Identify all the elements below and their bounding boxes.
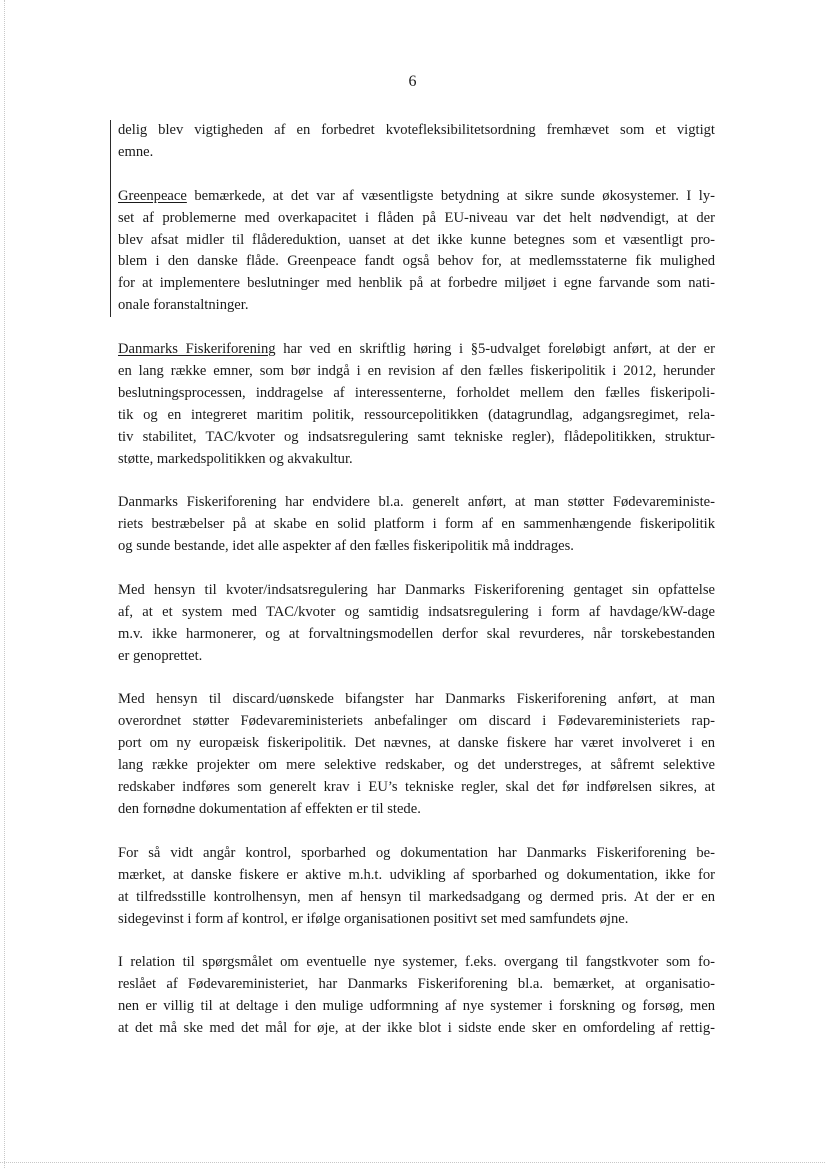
text-line: emne. [118, 143, 154, 160]
paragraph-nye-systemer [118, 952, 715, 1040]
org-name-greenpeace: Greenpeace [118, 187, 187, 204]
org-name-danmarks-fiskeriforening: Danmarks Fiskeriforening [118, 341, 276, 358]
scan-edge-left [4, 0, 5, 1168]
text-line: sidegevinst i form af kontrol, er ifølge organisationen positivt set med samfundets øjne. [118, 910, 629, 927]
text-line: I relation til spørgsmålet om eventuelle nye systemer, f.eks. overgang til fangstkvoter som fo- [118, 954, 715, 971]
text-line: For så vidt angår kontrol, sporbarhed og dokumentation har Danmarks Fiskeriforening be- [118, 844, 715, 861]
text-line: nen er villig til at deltage i den mulige udformning af nye systemer i forskning og forsøg, men [118, 998, 715, 1015]
text-line: støtte, markedspolitikken og akvakultur. [118, 450, 353, 467]
paragraph-dk-fiskeriforening-hoering [118, 339, 715, 470]
paragraph-discard [118, 689, 715, 820]
text-line: onale foranstaltninger. [118, 297, 249, 314]
text-line: Med hensyn til kvoter/indsatsregulering har Danmarks Fiskeriforening gentaget sin opfattelse [118, 581, 715, 598]
text-line: riets bestræbelser på at skabe en solid platform i form af en sammenhængende fiskeripolitik [118, 516, 715, 533]
page-number: 6 [408, 73, 417, 90]
text-line: overordnet støtter Fødevareministeriets anbefalinger om discard i Fødevareministeriets rap- [118, 713, 715, 730]
text-line: delig blev vigtigheden af en forbedret kvotefleksibilitetsordning fremhævet som et vigtigt [118, 122, 715, 138]
text-line: m.v. ikke harmonerer, og at forvaltningsmodellen derfor skal revurderes, når torskebestanden [118, 625, 715, 642]
text-line: blem i den danske flåde. Greenpeace fandt også behov for, at medlemsstaterne fik mulighed [118, 253, 715, 270]
text-line: for at implementere beslutninger med henblik på at forbedre miljøet i egne farvande som nati- [118, 275, 715, 292]
text-line: mærket, at danske fiskere er aktive m.h.t. udvikling af sporbarhed og dokumentation, ikke for [118, 866, 715, 883]
text-line: tiv stabilitet, TAC/kvoter og indsatsregulering samt tekniske regler), flådepolitikken, struktur- [118, 428, 715, 445]
text-line: af, at et system med TAC/kvoter og samtidig indsatsregulering i form af havdage/kW-dage [118, 603, 715, 620]
text-line: port om ny europæisk fiskeripolitik. Det nævnes, at danske fiskere har været involveret i en [118, 735, 715, 752]
paragraph-kvoter-indsatsregulering [118, 580, 715, 668]
text-line: blev afsat midler til flådereduktion, uanset at det ikke kunne betegnes som et væsentligt pro- [118, 231, 715, 248]
paragraph-greenpeace [118, 186, 715, 317]
text-line: beslutningsprocessen, inddragelse af interessenterne, forholdet mellem den fælles fiskeripoli- [118, 384, 715, 401]
text-run: har ved en skriftlig høring i §5-udvalget foreløbigt anført, at der er [275, 341, 715, 358]
text-line: tik og en integreret maritim politik, ressourcepolitikken (datagrundlag, adgangsregimet, rela- [118, 406, 715, 423]
paragraph-kvotefleksibilitet [118, 120, 715, 164]
text-line: den fornødne dokumentation af effekten er til stede. [118, 801, 421, 818]
text-line [118, 339, 715, 361]
text-line: Danmarks Fiskeriforening har endvidere bl.a. generelt anført, at man støtter Fødevareministe- [118, 494, 715, 511]
text-line: reslået af Fødevareministeriet, har Danmarks Fiskeriforening bl.a. bemærket, at organisatio- [118, 976, 715, 993]
paragraph-platform [118, 492, 715, 558]
text-line: er genoprettet. [118, 647, 203, 664]
scan-edge-bottom [0, 1162, 825, 1163]
text-line: redskaber indføres som generelt krav i EU’s tekniske regler, skal det før indførelsen sikres, at [118, 779, 715, 796]
text-line [118, 186, 715, 208]
text-line: set af problemerne med overkapacitet i flåden på EU-niveau var det helt nødvendigt, at der [118, 209, 715, 226]
text-line: lang række projekter om mere selektive redskaber, og det understreges, at såfremt selektive [118, 757, 715, 774]
text-line: Med hensyn til discard/uønskede bifangster har Danmarks Fiskeriforening anført, at man [118, 691, 715, 708]
paragraph-kontrol-sporbarhed [118, 843, 715, 931]
text-line: en lang række emner, som bør indgå i en revision af den fælles fiskeripolitik i 2012, herunder [118, 362, 715, 379]
text-run: bemærkede, at det var af væsentligste betydning at sikre sunde økosystemer. I ly- [186, 187, 715, 204]
text-line: og sunde bestande, idet alle aspekter af den fælles fiskeripolitik må inddrages. [118, 538, 574, 555]
document-body [118, 120, 715, 1062]
text-line: at tilfredsstille kontrolhensyn, men af hensyn til markedsadgang og dermed pris. At der er en [118, 888, 715, 905]
text-line: at det må ske med det mål for øje, at der ikke blot i sidste ende sker en omfordeling af rettig- [118, 1020, 715, 1037]
revision-margin-bar [110, 120, 111, 317]
